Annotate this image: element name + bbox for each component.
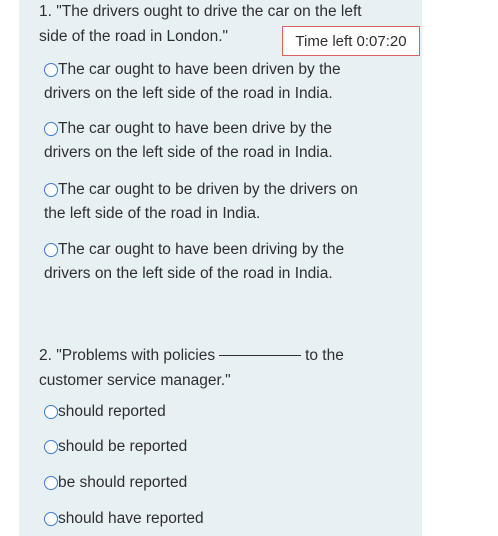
- radio-button[interactable]: [44, 476, 58, 490]
- radio-button[interactable]: [44, 63, 58, 77]
- q1-option-3[interactable]: [44, 180, 404, 226]
- q1-option-1[interactable]: [44, 60, 404, 106]
- q1-option-2[interactable]: [44, 119, 404, 165]
- radio-button[interactable]: [44, 405, 58, 419]
- option-label-line1: The car ought to have been driven by the: [58, 61, 341, 78]
- question-1-text-line1: 1. "The drivers ought to drive the car on the left: [39, 3, 362, 20]
- q2-option-1[interactable]: [44, 402, 404, 424]
- question-2-text-line1: [39, 344, 344, 368]
- radio-button[interactable]: [44, 183, 58, 197]
- question-1-text-line2: side of the road in London.": [39, 28, 229, 45]
- time-left-timer: Time left 0:07:20: [282, 26, 420, 56]
- option-label: should be reported: [58, 438, 188, 455]
- option-label-line2: the left side of the road in India.: [44, 205, 261, 222]
- option-label-line2: drivers on the left side of the road in India.: [44, 85, 333, 102]
- option-label-line2: drivers on the left side of the road in India.: [44, 265, 333, 282]
- radio-button[interactable]: [44, 440, 58, 454]
- option-label: should have reported: [58, 510, 204, 527]
- question-2-text-after-blank: to the: [305, 347, 344, 364]
- option-label-line2: drivers on the left side of the road in India.: [44, 144, 333, 161]
- radio-button[interactable]: [44, 243, 58, 257]
- option-label: should reported: [58, 403, 166, 420]
- q1-option-4[interactable]: [44, 240, 404, 286]
- option-label: be should reported: [58, 474, 188, 491]
- q2-option-2[interactable]: [44, 437, 404, 459]
- question-2-text-before-blank: 2. "Problems with policies: [39, 347, 216, 364]
- option-label-line1: The car ought to have been driving by the: [58, 241, 345, 258]
- q2-option-4[interactable]: [44, 509, 404, 531]
- radio-button[interactable]: [44, 122, 58, 136]
- option-label-line1: The car ought to be driven by the drivers on: [58, 181, 358, 198]
- option-label-line1: The car ought to have been drive by the: [58, 120, 333, 137]
- radio-button[interactable]: [44, 512, 58, 526]
- question-2-text-line2: customer service manager.": [39, 372, 231, 389]
- q2-option-3[interactable]: [44, 473, 404, 495]
- answer-blank: [219, 355, 301, 356]
